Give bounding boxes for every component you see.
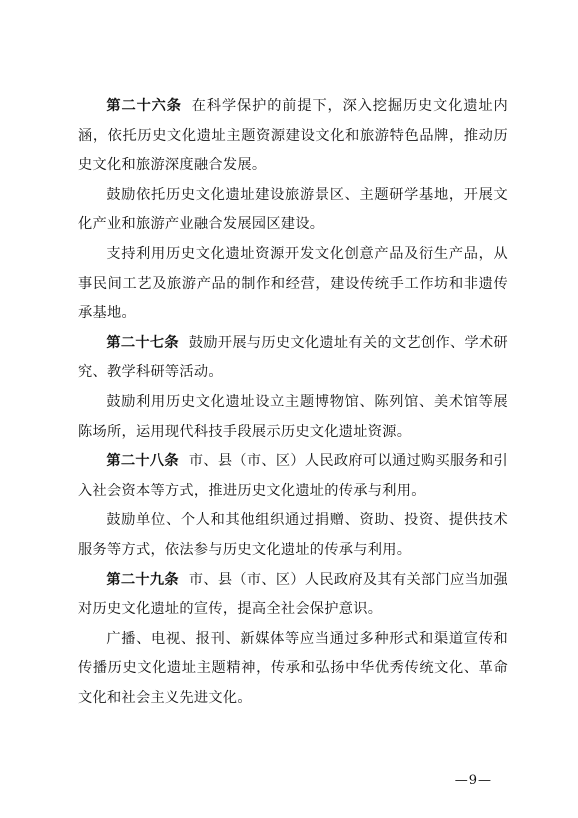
paragraph-text: 广播、电视、报刊、新媒体等应当通过多种形式和渠道宣传和传播历史文化遗址主题精神，传承和弘扬中华优秀传统文化、革命文化和社会主义先进文化。 (78, 630, 508, 706)
document-body (78, 92, 508, 713)
article-number: 第二十八条 (106, 453, 179, 470)
paragraph (78, 625, 508, 714)
article-number: 第二十七条 (106, 334, 179, 351)
paragraph (78, 240, 508, 329)
paragraph-article-29 (78, 566, 508, 625)
paragraph-article-26 (78, 92, 508, 181)
paragraph-text: 鼓励单位、个人和其他组织通过捐赠、资助、投资、提供技术服务等方式，依法参与历史文化遗址的传承与利用。 (78, 512, 508, 558)
paragraph-article-28 (78, 447, 508, 506)
article-number: 第二十九条 (106, 571, 179, 588)
paragraph-text: 鼓励开展与历史文化遗址有关的文艺创作、学术研究、教学科研等活动。 (78, 334, 508, 381)
paragraph (78, 388, 508, 447)
paragraph (78, 181, 508, 240)
article-number: 第二十六条 (106, 98, 182, 114)
paragraph (78, 506, 508, 565)
paragraph-text: 支持利用历史文化遗址资源开发文化创意产品及衍生产品，从事民间工艺及旅游产品的制作和经营，建设传统手工作坊和非遗传承基地。 (78, 245, 508, 322)
page-number: —9— (454, 773, 492, 788)
paragraph-text: 市、县（市、区）人民政府可以通过购买服务和引入社会资本等方式，推进历史文化遗址的传承与利用。 (78, 453, 508, 499)
paragraph-text: 市、县（市、区）人民政府及其有关部门应当加强对历史文化遗址的宣传，提高全社会保护意识。 (78, 571, 508, 618)
paragraph-text: 在科学保护的前提下，深入挖掘历史文化遗址内涵，依托历史文化遗址主题资源建设文化和旅游特色品牌，推动历史文化和旅游深度融合发展。 (78, 98, 508, 174)
paragraph-article-27 (78, 329, 508, 388)
paragraph-text: 鼓励依托历史文化遗址建设旅游景区、主题研学基地，开展文化产业和旅游产业融合发展园区建设。 (78, 186, 508, 233)
paragraph-text: 鼓励利用历史文化遗址设立主题博物馆、陈列馆、美术馆等展陈场所，运用现代科技手段展示历史文化遗址资源。 (78, 393, 508, 440)
